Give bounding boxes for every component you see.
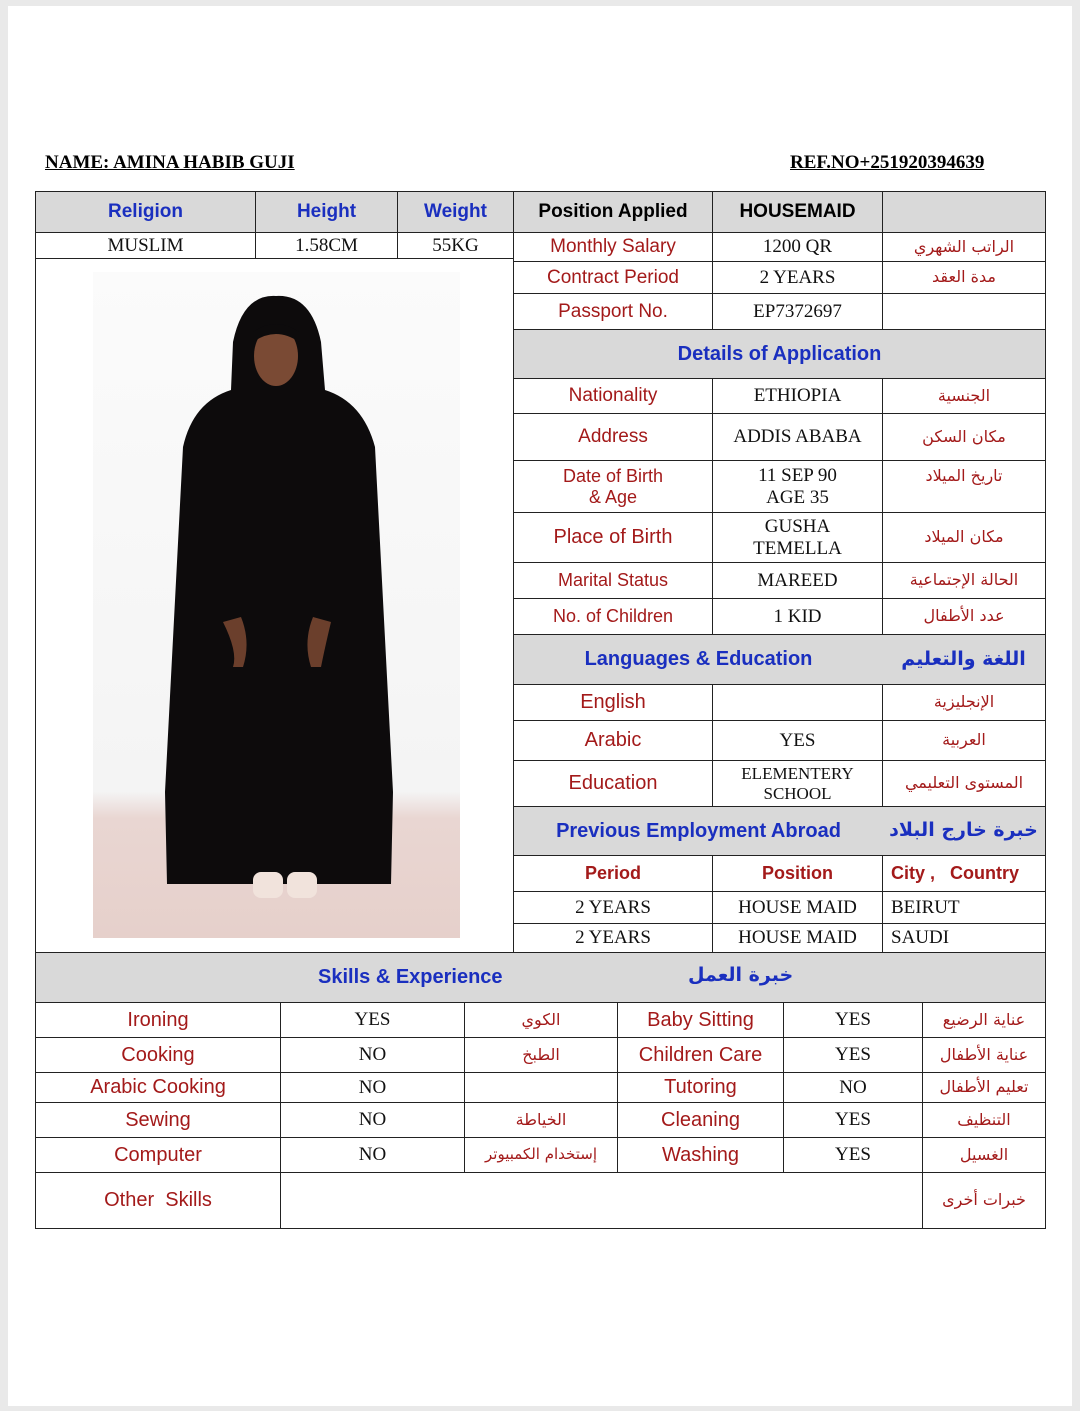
english-arabic: الإنجليزية bbox=[882, 684, 1046, 721]
skill-sewing-value: NO bbox=[280, 1102, 465, 1138]
children-value: 1 KID bbox=[712, 598, 883, 635]
skill-computer-label: Computer bbox=[35, 1137, 281, 1173]
contract-period-value: 2 YEARS bbox=[712, 261, 883, 294]
skill-tutoring-arabic: تعليم الأطفال bbox=[922, 1072, 1046, 1103]
candidate-photo bbox=[93, 272, 460, 938]
marital-status-value: MAREED bbox=[712, 562, 883, 599]
city-country-column-header: City , Country bbox=[882, 855, 1046, 892]
address-label: Address bbox=[513, 413, 713, 461]
skills-heading: Skills & Experience bbox=[318, 966, 503, 988]
employment-heading-arabic: خبرة خارج البلاد bbox=[882, 806, 1046, 856]
children-label: No. of Children bbox=[513, 598, 713, 635]
candidate-name: NAME: AMINA HABIB GUJI bbox=[45, 152, 295, 173]
religion-value: MUSLIM bbox=[35, 232, 256, 259]
employment-row-1-period: 2 YEARS bbox=[513, 891, 713, 924]
skill-ironing-value: YES bbox=[280, 1002, 465, 1038]
skill-tutoring-value: NO bbox=[783, 1072, 923, 1103]
english-value bbox=[712, 684, 883, 721]
passport-value: EP7372697 bbox=[712, 293, 883, 330]
position-applied-label: Position Applied bbox=[513, 191, 713, 233]
children-arabic: عدد الأطفال bbox=[882, 598, 1046, 635]
monthly-salary-value: 1200 QR bbox=[712, 232, 883, 262]
skill-computer-arabic: إستخدام الكمبيوتر bbox=[464, 1137, 618, 1173]
education-arabic: المستوى التعليمي bbox=[882, 760, 1046, 807]
place-of-birth-label: Place of Birth bbox=[513, 512, 713, 563]
education-value: ELEMENTERY SCHOOL bbox=[712, 760, 883, 807]
other-skills-arabic: خبرات أخرى bbox=[922, 1172, 1046, 1229]
skill-ironing-label: Ironing bbox=[35, 1002, 281, 1038]
skill-baby-sitting-arabic: عناية الرضيع bbox=[922, 1002, 1046, 1038]
skill-tutoring-label: Tutoring bbox=[617, 1072, 784, 1103]
details-heading: Details of Application bbox=[513, 329, 1046, 379]
monthly-salary-arabic: الراتب الشهري bbox=[882, 232, 1046, 262]
contract-period-label: Contract Period bbox=[513, 261, 713, 294]
skill-computer-value: NO bbox=[280, 1137, 465, 1173]
other-skills-value bbox=[280, 1172, 923, 1229]
skill-baby-sitting-value: YES bbox=[783, 1002, 923, 1038]
skill-arabic-cooking-arabic bbox=[464, 1072, 618, 1103]
employment-row-2-position: HOUSE MAID bbox=[712, 923, 883, 953]
skill-washing-arabic: الغسيل bbox=[922, 1137, 1046, 1173]
weight-value: 55KG bbox=[397, 232, 514, 259]
weight-label: Weight bbox=[397, 191, 514, 233]
passport-arabic-blank bbox=[882, 293, 1046, 330]
dob-arabic: تاريخ الميلاد bbox=[882, 460, 1046, 513]
marital-status-label: Marital Status bbox=[513, 562, 713, 599]
address-arabic: مكان السكن bbox=[882, 413, 1046, 461]
contract-period-arabic: مدة العقد bbox=[882, 261, 1046, 294]
passport-label: Passport No. bbox=[513, 293, 713, 330]
skill-arabic-cooking-label: Arabic Cooking bbox=[35, 1072, 281, 1103]
position-column-header: Position bbox=[712, 855, 883, 892]
languages-heading: Languages & Education bbox=[513, 634, 883, 685]
marital-status-arabic: الحالة الإجتماعية bbox=[882, 562, 1046, 599]
employment-heading: Previous Employment Abroad bbox=[513, 806, 883, 856]
monthly-salary-label: Monthly Salary bbox=[513, 232, 713, 262]
skill-baby-sitting-label: Baby Sitting bbox=[617, 1002, 784, 1038]
address-value: ADDIS ABABA bbox=[712, 413, 883, 461]
skills-heading-arabic: خبرة العمل bbox=[688, 964, 794, 986]
skills-heading-bar bbox=[35, 952, 1046, 1003]
header-blank-cell bbox=[882, 191, 1046, 233]
height-label: Height bbox=[255, 191, 398, 233]
religion-label: Religion bbox=[35, 191, 256, 233]
skill-washing-label: Washing bbox=[617, 1137, 784, 1173]
place-of-birth-value: GUSHA TEMELLA bbox=[712, 512, 883, 563]
other-skills-label: Other Skills bbox=[35, 1172, 281, 1229]
skill-cooking-value: NO bbox=[280, 1037, 465, 1073]
skill-cleaning-label: Cleaning bbox=[617, 1102, 784, 1138]
skill-children-care-label: Children Care bbox=[617, 1037, 784, 1073]
arabic-value: YES bbox=[712, 720, 883, 761]
person-figure-icon bbox=[93, 272, 460, 938]
employment-row-1-city: BEIRUT bbox=[882, 891, 1046, 924]
skill-washing-value: YES bbox=[783, 1137, 923, 1173]
skill-arabic-cooking-value: NO bbox=[280, 1072, 465, 1103]
skill-cleaning-arabic: التنظيف bbox=[922, 1102, 1046, 1138]
position-applied-value: HOUSEMAID bbox=[712, 191, 883, 233]
nationality-label: Nationality bbox=[513, 378, 713, 414]
skill-ironing-arabic: الكوي bbox=[464, 1002, 618, 1038]
arabic-arabic: العربية bbox=[882, 720, 1046, 761]
place-of-birth-arabic: مكان الميلاد bbox=[882, 512, 1046, 563]
arabic-label: Arabic bbox=[513, 720, 713, 761]
skill-sewing-arabic: الخياطة bbox=[464, 1102, 618, 1138]
employment-row-2-city: SAUDI bbox=[882, 923, 1046, 953]
english-label: English bbox=[513, 684, 713, 721]
dob-value: 11 SEP 90 AGE 35 bbox=[712, 460, 883, 513]
languages-heading-arabic: اللغة والتعليم bbox=[882, 634, 1046, 685]
skill-cooking-label: Cooking bbox=[35, 1037, 281, 1073]
employment-row-2-period: 2 YEARS bbox=[513, 923, 713, 953]
skill-cleaning-value: YES bbox=[783, 1102, 923, 1138]
reference-number: REF.NO+251920394639 bbox=[790, 152, 985, 173]
education-label: Education bbox=[513, 760, 713, 807]
dob-label: Date of Birth & Age bbox=[513, 460, 713, 513]
skill-sewing-label: Sewing bbox=[35, 1102, 281, 1138]
nationality-arabic: الجنسية bbox=[882, 378, 1046, 414]
skill-children-care-value: YES bbox=[783, 1037, 923, 1073]
skill-children-care-arabic: عناية الأطفال bbox=[922, 1037, 1046, 1073]
employment-row-1-position: HOUSE MAID bbox=[712, 891, 883, 924]
height-value: 1.58CM bbox=[255, 232, 398, 259]
skill-cooking-arabic: الطبخ bbox=[464, 1037, 618, 1073]
nationality-value: ETHIOPIA bbox=[712, 378, 883, 414]
period-column-header: Period bbox=[513, 855, 713, 892]
